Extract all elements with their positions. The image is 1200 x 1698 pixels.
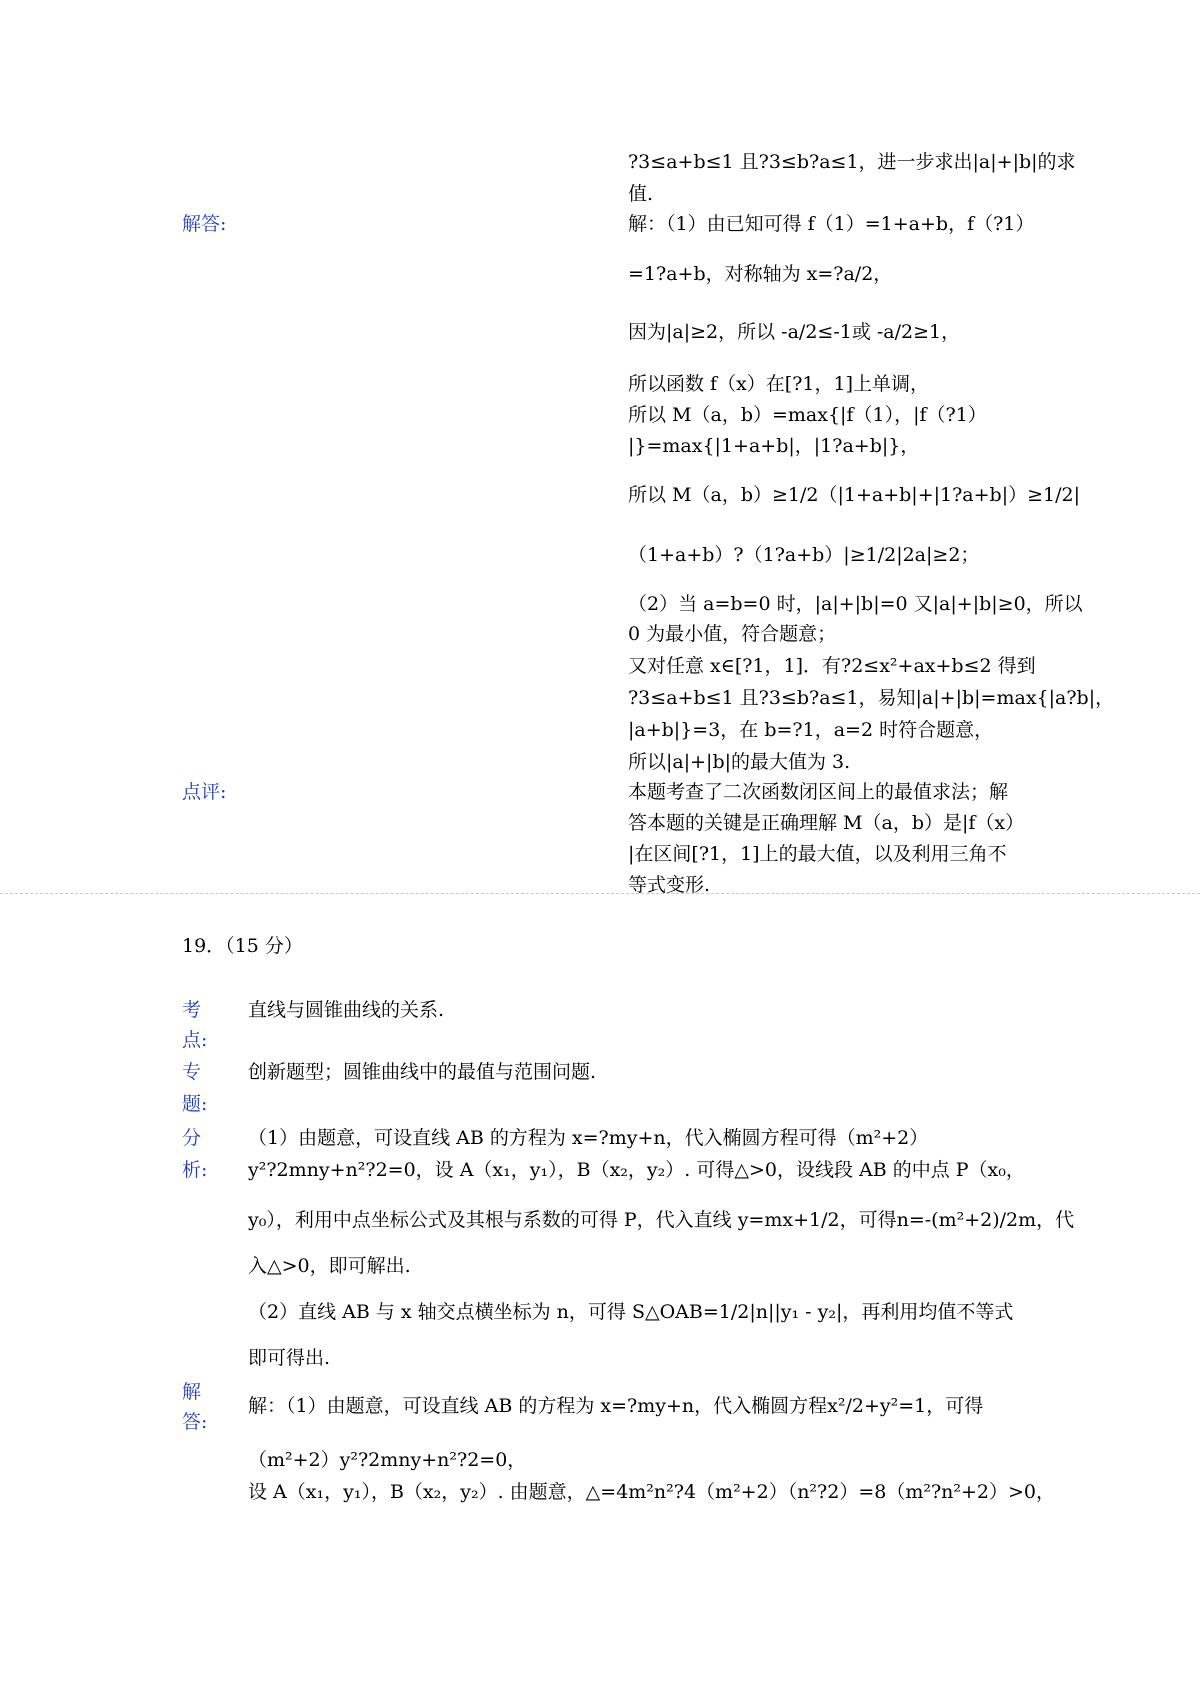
question-header: 19．（15 分） <box>182 935 303 957</box>
analysis-line-1: ?3≤a+b≤1 且?3≤b?a≤1，进一步求出|a|+|b|的求 <box>628 151 1076 173</box>
zhuanti-text: 创新题型；圆锥曲线中的最值与范围问题. <box>248 1061 597 1083</box>
fenxi-line: （2）直线 AB 与 x 轴交点横坐标为 n，可得 S△OAB=1/2|n||y₁ - y₂|，再利用均值不等式 <box>248 1301 1014 1323</box>
comment-line: 答本题的关键是正确理解 M（a，b）是|f（x） <box>628 812 1025 834</box>
comment-line: 等式变形. <box>628 874 711 896</box>
answer-line: 所以|a|+|b|的最大值为 3. <box>628 751 851 773</box>
fenxi-line: 即可得出. <box>248 1347 331 1369</box>
answer-line: 又对任意 x∈[?1，1]．有?2≤x²+ax+b≤2 得到 <box>628 655 1036 677</box>
jieda-line: （m²+2）y²?2mny+n²?2=0， <box>248 1449 527 1471</box>
kaodian-text: 直线与圆锥曲线的关系. <box>248 999 445 1021</box>
fenxi-line: （1）由题意，可设直线 AB 的方程为 x=?my+n，代入椭圆方程可得（m²+2） <box>248 1127 929 1149</box>
label-fenxi: 析: <box>182 1159 208 1181</box>
jieda-line: 解：（1）由题意，可设直线 AB 的方程为 x=?my+n，代入椭圆方程x²/2+y²=1，可得 <box>248 1395 984 1417</box>
label-zhuanti: 专 <box>182 1061 202 1083</box>
section-divider <box>0 893 1200 894</box>
answer-line: （1+a+b）?（1?a+b）|≥1/2|2a|≥2； <box>628 544 980 566</box>
label-zhuanti: 题: <box>182 1093 208 1115</box>
comment-line: |在区间[?1，1]上的最大值，以及利用三角不 <box>628 843 1007 865</box>
answer-line: 0 为最小值，符合题意； <box>628 623 837 645</box>
answer-line: |}=max{|1+a+b|，|1?a+b|}， <box>628 435 920 457</box>
label-kaodian: 考 <box>182 999 202 1021</box>
fenxi-line: y₀），利用中点坐标公式及其根与系数的可得 P，代入直线 y=mx+1/2，可得n=-(m²+2)/2m，代 <box>248 1209 1075 1231</box>
answer-line: ?3≤a+b≤1 且?3≤b?a≤1，易知|a|+|b|=max{|a?b|， <box>628 687 1115 709</box>
answer-line: =1?a+b，对称轴为 x=?a/2， <box>628 263 893 285</box>
answer-line: 因为|a|≥2，所以 -a/2≤-1或 -a/2≥1， <box>628 321 961 343</box>
label-jieda: 答: <box>182 1411 208 1433</box>
jieda-line: 设 A（x₁，y₁），B（x₂，y₂）. 由题意，△=4m²n²?4（m²+2）（n²?2）=8（m²?n²+2）>0， <box>248 1481 1056 1503</box>
comment-line: 本题考查了二次函数闭区间上的最值求法；解 <box>628 781 1009 803</box>
label-fenxi: 分 <box>182 1127 202 1149</box>
label-jieda: 解 <box>182 1381 202 1403</box>
fenxi-line: 入△>0，即可解出. <box>248 1255 411 1277</box>
answer-line: |a+b|}=3，在 b=?1，a=2 时符合题意， <box>628 719 994 741</box>
label-comment: 点评: <box>182 781 227 803</box>
label-kaodian: 点: <box>182 1029 208 1051</box>
answer-line: （2）当 a=b=0 时，|a|+|b|=0 又|a|+|b|≥0，所以 <box>628 593 1083 615</box>
answer-line: 所以函数 f（x）在[?1，1]上单调， <box>628 373 929 395</box>
answer-line: 所以 M（a，b）≥1/2（|1+a+b|+|1?a+b|）≥1/2| <box>628 484 1081 506</box>
fenxi-line: y²?2mny+n²?2=0，设 A（x₁，y₁），B（x₂，y₂）. 可得△>0，设线段 AB 的中点 P（x₀， <box>248 1159 1025 1181</box>
label-answer: 解答: <box>182 213 227 235</box>
analysis-line-2: 值. <box>628 183 654 205</box>
answer-line: 解：（1）由已知可得 f（1）=1+a+b，f（?1） <box>628 213 1035 235</box>
answer-line: 所以 M（a，b）=max{|f（1），|f（?1） <box>628 404 987 426</box>
